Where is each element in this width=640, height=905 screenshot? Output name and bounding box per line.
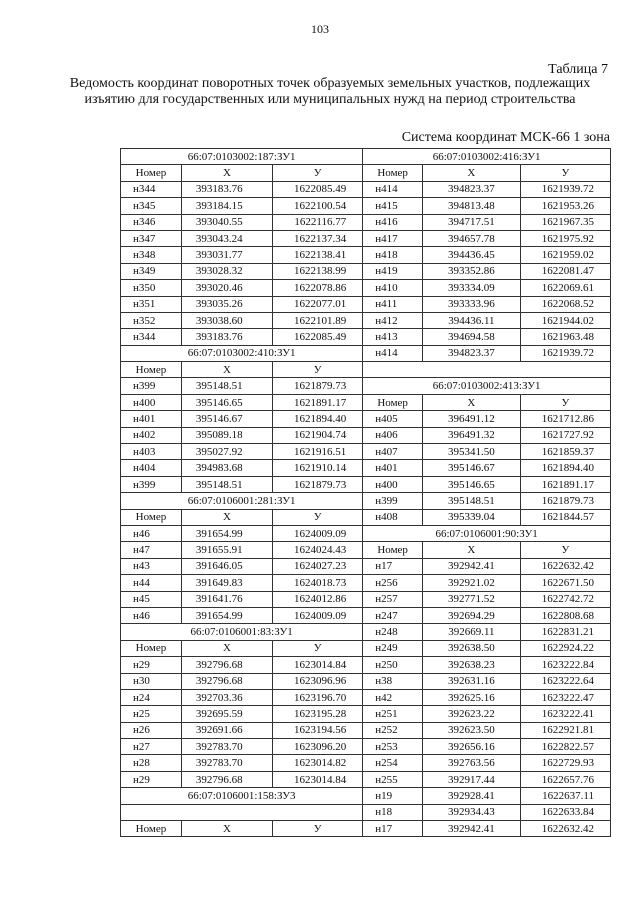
right-y-coordinate: 1621975.92	[520, 230, 610, 246]
table-row	[121, 149, 611, 165]
table-row	[121, 165, 611, 181]
table-row	[121, 771, 611, 787]
left-parcel-cadastral-number: 66:07:0106001:281:ЗУ1	[121, 493, 363, 509]
right-point-number: н250	[363, 657, 423, 673]
right-y-coordinate: 1622808.68	[520, 607, 610, 623]
left-parcel-cadastral-number: 66:07:0103002:187:ЗУ1	[121, 149, 363, 165]
left-point-number: н47	[121, 542, 182, 558]
right-y-coordinate: 1622637.11	[520, 788, 610, 804]
left-y-coordinate: 1622101.89	[273, 312, 363, 328]
right-y-header: У	[520, 542, 610, 558]
right-y-coordinate: 1622831.21	[520, 624, 610, 640]
left-x-coordinate: 393020.46	[181, 280, 272, 296]
right-y-coordinate: 1621939.72	[520, 345, 610, 361]
left-x-coordinate: 395146.67	[181, 411, 272, 427]
right-y-coordinate: 1622069.61	[520, 280, 610, 296]
left-point-number: н45	[121, 591, 182, 607]
right-x-coordinate: 395146.67	[423, 460, 521, 476]
right-y-coordinate: 1621967.35	[520, 214, 610, 230]
left-y-coordinate: 1622078.86	[273, 280, 363, 296]
table-row	[121, 575, 611, 591]
table-row	[121, 247, 611, 263]
right-y-coordinate: 1621944.02	[520, 312, 610, 328]
right-point-number: н19	[363, 788, 423, 804]
right-x-coordinate: 392934.43	[423, 804, 521, 820]
left-y-coordinate: 1624027.23	[273, 558, 363, 574]
left-point-number: н46	[121, 607, 182, 623]
right-y-coordinate: 1622632.42	[520, 821, 610, 837]
left-y-coordinate: 1621879.73	[273, 378, 363, 394]
right-y-coordinate: 1623222.64	[520, 673, 610, 689]
left-y-coordinate: 1623014.84	[273, 657, 363, 673]
left-x-coordinate: 393031.77	[181, 247, 272, 263]
right-y-coordinate: 1621939.72	[520, 181, 610, 197]
right-point-number: н42	[363, 689, 423, 705]
left-point-number: н46	[121, 525, 182, 541]
right-point-number: н410	[363, 280, 423, 296]
right-x-coordinate: 394436.11	[423, 312, 521, 328]
left-number-header: Номер	[121, 640, 182, 656]
left-y-coordinate: 1621916.51	[273, 444, 363, 460]
right-number-header: Номер	[363, 394, 423, 410]
right-x-coordinate: 392625.16	[423, 689, 521, 705]
right-x-coordinate: 396491.32	[423, 427, 521, 443]
right-point-number: н38	[363, 673, 423, 689]
left-point-number: н400	[121, 394, 182, 410]
right-y-coordinate: 1622632.42	[520, 558, 610, 574]
left-x-coordinate: 395027.92	[181, 444, 272, 460]
left-point-number: н399	[121, 476, 182, 492]
right-point-number: н415	[363, 198, 423, 214]
right-x-coordinate: 394823.37	[423, 181, 521, 197]
table-row	[121, 198, 611, 214]
left-y-coordinate: 1621910.14	[273, 460, 363, 476]
left-y-coordinate: 1624024.43	[273, 542, 363, 558]
left-point-number: н345	[121, 198, 182, 214]
right-point-number: н18	[363, 804, 423, 820]
left-y-coordinate: 1622138.41	[273, 247, 363, 263]
right-x-coordinate: 394823.37	[423, 345, 521, 361]
left-number-header: Номер	[121, 362, 182, 378]
left-x-coordinate: 391654.99	[181, 525, 272, 541]
left-x-header: Х	[181, 362, 272, 378]
left-x-header: Х	[181, 509, 272, 525]
right-point-number: н17	[363, 558, 423, 574]
left-x-coordinate: 393183.76	[181, 329, 272, 345]
right-point-number: н252	[363, 722, 423, 738]
right-x-coordinate: 393333.96	[423, 296, 521, 312]
table-row	[121, 312, 611, 328]
right-y-coordinate: 1621891.17	[520, 476, 610, 492]
right-point-number: н401	[363, 460, 423, 476]
right-x-coordinate: 392638.23	[423, 657, 521, 673]
left-x-coordinate: 393038.60	[181, 312, 272, 328]
left-y-coordinate: 1624018.73	[273, 575, 363, 591]
right-x-coordinate: 392623.50	[423, 722, 521, 738]
right-x-coordinate: 392942.41	[423, 821, 521, 837]
right-y-coordinate: 1621727.92	[520, 427, 610, 443]
left-x-coordinate: 392796.68	[181, 657, 272, 673]
right-x-coordinate: 392623.22	[423, 706, 521, 722]
right-x-coordinate: 392631.16	[423, 673, 521, 689]
right-x-coordinate: 392669.11	[423, 624, 521, 640]
left-parcel-cadastral-number: 66:07:0103002:410:ЗУ1	[121, 345, 363, 361]
left-y-coordinate: 1624009.09	[273, 607, 363, 623]
right-point-number: н414	[363, 181, 423, 197]
left-x-coordinate: 393028.32	[181, 263, 272, 279]
left-y-coordinate: 1622137.34	[273, 230, 363, 246]
right-point-number: н251	[363, 706, 423, 722]
right-point-number: н417	[363, 230, 423, 246]
table-row	[121, 476, 611, 492]
right-number-header: Номер	[363, 542, 423, 558]
left-point-number: н344	[121, 329, 182, 345]
right-y-coordinate: 1621712.86	[520, 411, 610, 427]
table-row	[121, 345, 611, 361]
left-x-coordinate: 393184.15	[181, 198, 272, 214]
table-row	[121, 509, 611, 525]
table-row	[121, 378, 611, 394]
left-x-coordinate: 393043.24	[181, 230, 272, 246]
left-point-number: н404	[121, 460, 182, 476]
left-y-coordinate: 1623195.28	[273, 706, 363, 722]
left-y-coordinate: 1624009.09	[273, 525, 363, 541]
coordinates-table	[120, 148, 611, 837]
left-x-coordinate: 393035.26	[181, 296, 272, 312]
right-point-number: н248	[363, 624, 423, 640]
table-row	[121, 607, 611, 623]
left-y-header: У	[273, 821, 363, 837]
right-y-coordinate: 1621859.37	[520, 444, 610, 460]
left-point-number: н29	[121, 657, 182, 673]
table-row	[121, 722, 611, 738]
table-row	[121, 804, 611, 820]
right-x-coordinate: 392694.29	[423, 607, 521, 623]
left-point-number: н28	[121, 755, 182, 771]
table-label: Таблица 7	[548, 62, 608, 77]
left-x-coordinate: 392691.66	[181, 722, 272, 738]
table-row	[121, 591, 611, 607]
left-parcel-cadastral-number: 66:07:0106001:158:ЗУ3	[121, 788, 363, 804]
right-point-number: н255	[363, 771, 423, 787]
right-x-coordinate: 392921.02	[423, 575, 521, 591]
right-point-number: н400	[363, 476, 423, 492]
right-number-header: Номер	[363, 165, 423, 181]
right-x-coordinate: 392942.41	[423, 558, 521, 574]
left-point-number: н27	[121, 739, 182, 755]
right-y-coordinate: 1622671.50	[520, 575, 610, 591]
right-x-coordinate: 395148.51	[423, 493, 521, 509]
table-row	[121, 558, 611, 574]
left-x-coordinate: 392783.70	[181, 755, 272, 771]
left-point-number: н29	[121, 771, 182, 787]
right-y-coordinate: 1622729.93	[520, 755, 610, 771]
table-row	[121, 542, 611, 558]
table-row	[121, 739, 611, 755]
left-y-coordinate: 1622085.49	[273, 329, 363, 345]
left-point-number: н399	[121, 378, 182, 394]
right-x-header: Х	[423, 394, 521, 410]
table-row	[121, 230, 611, 246]
left-empty-cell	[121, 804, 363, 820]
right-point-number: н406	[363, 427, 423, 443]
right-y-coordinate: 1623222.47	[520, 689, 610, 705]
right-x-coordinate: 392763.56	[423, 755, 521, 771]
left-point-number: н348	[121, 247, 182, 263]
right-parcel-cadastral-number: 66:07:0106001:90:ЗУ1	[363, 525, 611, 541]
left-point-number: н401	[121, 411, 182, 427]
table-row	[121, 280, 611, 296]
left-x-coordinate: 391654.99	[181, 607, 272, 623]
table-row	[121, 788, 611, 804]
table-row	[121, 263, 611, 279]
right-x-coordinate: 396491.12	[423, 411, 521, 427]
left-x-coordinate: 391649.83	[181, 575, 272, 591]
right-point-number: н17	[363, 821, 423, 837]
right-y-coordinate: 1622921.81	[520, 722, 610, 738]
right-x-coordinate: 395146.65	[423, 476, 521, 492]
left-y-coordinate: 1621891.17	[273, 394, 363, 410]
left-number-header: Номер	[121, 821, 182, 837]
right-x-coordinate: 392656.16	[423, 739, 521, 755]
table-row	[121, 821, 611, 837]
document-title: Ведомость координат поворотных точек образуемых земельных участков, подлежащих изъятию для государственных или муниципальных нужд на период строительства	[69, 76, 591, 107]
left-y-coordinate: 1622116.77	[273, 214, 363, 230]
left-x-coordinate: 395089.18	[181, 427, 272, 443]
right-y-coordinate: 1622742.72	[520, 591, 610, 607]
right-x-coordinate: 392928.41	[423, 788, 521, 804]
left-y-header: У	[273, 362, 363, 378]
left-point-number: н30	[121, 673, 182, 689]
right-y-coordinate: 1621953.26	[520, 198, 610, 214]
right-y-coordinate: 1622657.76	[520, 771, 610, 787]
table-row	[121, 493, 611, 509]
right-y-coordinate: 1621894.40	[520, 460, 610, 476]
right-x-header: Х	[423, 165, 521, 181]
left-y-coordinate: 1624012.86	[273, 591, 363, 607]
left-x-header: Х	[181, 821, 272, 837]
right-y-coordinate: 1621879.73	[520, 493, 610, 509]
left-x-coordinate: 391655.91	[181, 542, 272, 558]
left-y-coordinate: 1623014.84	[273, 771, 363, 787]
right-y-coordinate: 1623222.84	[520, 657, 610, 673]
left-y-coordinate: 1623196.70	[273, 689, 363, 705]
left-y-header: У	[273, 640, 363, 656]
left-point-number: н347	[121, 230, 182, 246]
right-y-header: У	[520, 394, 610, 410]
table-row	[121, 411, 611, 427]
left-parcel-cadastral-number: 66:07:0106001:83:ЗУ1	[121, 624, 363, 640]
right-parcel-cadastral-number: 66:07:0103002:413:ЗУ1	[363, 378, 611, 394]
table-row	[121, 657, 611, 673]
table-row	[121, 329, 611, 345]
left-point-number: н25	[121, 706, 182, 722]
left-x-coordinate: 395146.65	[181, 394, 272, 410]
right-point-number: н411	[363, 296, 423, 312]
left-point-number: н349	[121, 263, 182, 279]
left-point-number: н24	[121, 689, 182, 705]
right-x-coordinate: 392917.44	[423, 771, 521, 787]
left-x-coordinate: 391641.76	[181, 591, 272, 607]
table-row	[121, 640, 611, 656]
coordinate-system-label: Система координат МСК-66 1 зона	[401, 130, 610, 145]
left-x-header: Х	[181, 165, 272, 181]
left-y-coordinate: 1622077.01	[273, 296, 363, 312]
left-y-coordinate: 1621904.74	[273, 427, 363, 443]
right-parcel-cadastral-number: 66:07:0103002:416:ЗУ1	[363, 149, 611, 165]
left-y-coordinate: 1623014.82	[273, 755, 363, 771]
left-x-coordinate: 392703.36	[181, 689, 272, 705]
left-number-header: Номер	[121, 509, 182, 525]
left-x-coordinate: 391646.05	[181, 558, 272, 574]
right-x-coordinate: 392638.50	[423, 640, 521, 656]
right-x-header: Х	[423, 542, 521, 558]
table-row	[121, 296, 611, 312]
left-point-number: н351	[121, 296, 182, 312]
right-point-number: н253	[363, 739, 423, 755]
left-point-number: н350	[121, 280, 182, 296]
table-row	[121, 706, 611, 722]
left-x-coordinate: 392783.70	[181, 739, 272, 755]
left-y-header: У	[273, 509, 363, 525]
left-x-coordinate: 393183.76	[181, 181, 272, 197]
right-x-coordinate: 394717.51	[423, 214, 521, 230]
left-x-coordinate: 394983.68	[181, 460, 272, 476]
table-row	[121, 755, 611, 771]
left-y-coordinate: 1622100.54	[273, 198, 363, 214]
right-point-number: н407	[363, 444, 423, 460]
left-point-number: н346	[121, 214, 182, 230]
right-x-coordinate: 394813.48	[423, 198, 521, 214]
page-number: 103	[311, 22, 329, 36]
left-x-header: Х	[181, 640, 272, 656]
right-point-number: н414	[363, 345, 423, 361]
right-point-number: н418	[363, 247, 423, 263]
left-x-coordinate: 392695.59	[181, 706, 272, 722]
left-point-number: н26	[121, 722, 182, 738]
right-point-number: н413	[363, 329, 423, 345]
right-y-coordinate: 1622822.57	[520, 739, 610, 755]
left-point-number: н43	[121, 558, 182, 574]
right-y-coordinate: 1621963.48	[520, 329, 610, 345]
right-y-coordinate: 1621959.02	[520, 247, 610, 263]
coordinates-table-body	[121, 149, 611, 837]
right-x-coordinate: 393352.86	[423, 263, 521, 279]
table-row	[121, 214, 611, 230]
left-y-coordinate: 1621894.40	[273, 411, 363, 427]
table-row	[121, 427, 611, 443]
right-x-coordinate: 393334.09	[423, 280, 521, 296]
right-point-number: н408	[363, 509, 423, 525]
left-number-header: Номер	[121, 165, 182, 181]
right-point-number: н405	[363, 411, 423, 427]
right-point-number: н416	[363, 214, 423, 230]
left-y-coordinate: 1621879.73	[273, 476, 363, 492]
right-x-coordinate: 394657.78	[423, 230, 521, 246]
left-point-number: н403	[121, 444, 182, 460]
right-y-coordinate: 1622081.47	[520, 263, 610, 279]
left-y-coordinate: 1623096.20	[273, 739, 363, 755]
right-y-coordinate: 1622068.52	[520, 296, 610, 312]
right-x-coordinate: 395339.04	[423, 509, 521, 525]
right-y-header: У	[520, 165, 610, 181]
right-y-coordinate: 1623222.41	[520, 706, 610, 722]
right-point-number: н249	[363, 640, 423, 656]
right-point-number: н254	[363, 755, 423, 771]
table-row	[121, 362, 611, 378]
table-row	[121, 394, 611, 410]
right-point-number: н247	[363, 607, 423, 623]
table-row	[121, 689, 611, 705]
left-point-number: н44	[121, 575, 182, 591]
right-point-number: н256	[363, 575, 423, 591]
table-row	[121, 460, 611, 476]
right-x-coordinate: 395341.50	[423, 444, 521, 460]
table-row	[121, 525, 611, 541]
table-row	[121, 181, 611, 197]
right-x-coordinate: 394436.45	[423, 247, 521, 263]
right-point-number: н399	[363, 493, 423, 509]
left-x-coordinate: 395148.51	[181, 378, 272, 394]
right-point-number: н257	[363, 591, 423, 607]
table-row	[121, 444, 611, 460]
right-x-coordinate: 392771.52	[423, 591, 521, 607]
left-point-number: н344	[121, 181, 182, 197]
left-x-coordinate: 395148.51	[181, 476, 272, 492]
left-y-coordinate: 1622138.99	[273, 263, 363, 279]
right-point-number: н419	[363, 263, 423, 279]
right-point-number: н412	[363, 312, 423, 328]
right-y-coordinate: 1622924.22	[520, 640, 610, 656]
left-x-coordinate: 392796.68	[181, 673, 272, 689]
right-empty-cell	[363, 362, 611, 378]
left-x-coordinate: 392796.68	[181, 771, 272, 787]
left-y-header: У	[273, 165, 363, 181]
right-x-coordinate: 394694.58	[423, 329, 521, 345]
left-y-coordinate: 1623096.96	[273, 673, 363, 689]
left-y-coordinate: 1623194.56	[273, 722, 363, 738]
left-point-number: н352	[121, 312, 182, 328]
left-point-number: н402	[121, 427, 182, 443]
right-y-coordinate: 1622633.84	[520, 804, 610, 820]
table-row	[121, 624, 611, 640]
table-row	[121, 673, 611, 689]
left-x-coordinate: 393040.55	[181, 214, 272, 230]
right-y-coordinate: 1621844.57	[520, 509, 610, 525]
left-y-coordinate: 1622085.49	[273, 181, 363, 197]
